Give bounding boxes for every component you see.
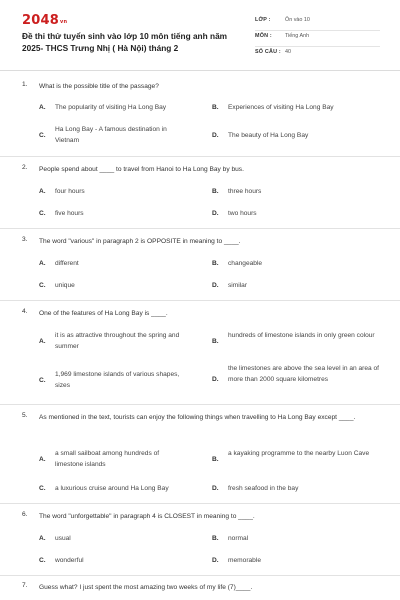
option-text: wonderful xyxy=(55,557,84,564)
option-letter: A. xyxy=(39,104,46,111)
option-letter: D. xyxy=(212,376,219,383)
question-divider xyxy=(0,156,400,157)
site-logo[interactable] xyxy=(22,13,67,28)
option-text: Experiences of visiting Ha Long Bay xyxy=(228,104,334,111)
option-text: four hours xyxy=(55,188,85,195)
option-letter: C. xyxy=(39,377,46,384)
option-text: The popularity of visiting Ha Long Bay xyxy=(55,104,167,111)
option-letter: B. xyxy=(212,535,219,542)
option-text: unique xyxy=(55,282,75,289)
meta-label: LỚP : xyxy=(255,17,271,23)
option-text: a small sailboat among hundreds of limestone islands xyxy=(55,450,160,468)
logo-suffix: vn xyxy=(59,19,68,25)
question-text: As mentioned in the text, tourists can enjoy the following things when travelling to Ha Long Bay except ____. xyxy=(39,414,356,421)
meta-row-count xyxy=(255,47,380,63)
question-text: What is the possible title of the passage? xyxy=(39,83,159,90)
option-text: normal xyxy=(228,535,249,542)
question-number: 3. xyxy=(22,236,28,243)
logo-text: 2048 xyxy=(22,13,59,28)
question-number: 1. xyxy=(22,81,28,88)
meta-value: Tiếng Anh xyxy=(285,33,310,39)
option-letter: D. xyxy=(212,485,219,492)
option-letter: A. xyxy=(39,188,46,195)
question-number: 6. xyxy=(22,511,28,518)
meta-value: 40 xyxy=(285,49,291,55)
meta-label: SỐ CÂU : xyxy=(255,49,281,55)
meta-row-class xyxy=(255,15,380,31)
question-number: 4. xyxy=(22,308,28,315)
option-letter: D. xyxy=(212,282,219,289)
option-text: the limestones are above the sea level in an area of more than 2000 square kilometres xyxy=(228,365,380,383)
question-divider xyxy=(0,575,400,576)
option-text: hundreds of limestone islands in only green colour xyxy=(228,332,375,339)
question-divider xyxy=(0,228,400,229)
option-letter: C. xyxy=(39,132,46,139)
option-text: a luxurious cruise around Ha Long Bay xyxy=(55,485,169,492)
meta-row-subject xyxy=(255,31,380,47)
option-text: Ha Long Bay - A famous destination in Vietnam xyxy=(55,126,167,144)
option-letter: A. xyxy=(39,338,46,345)
option-text: two hours xyxy=(228,210,257,217)
option-text: a kayaking programme to the nearby Luon Cave xyxy=(228,450,370,457)
exam-meta xyxy=(255,15,380,63)
meta-label: MÔN : xyxy=(255,33,272,39)
option-letter: D. xyxy=(212,557,219,564)
meta-value: Ôn vào 10 xyxy=(285,17,310,23)
page-header xyxy=(0,0,400,62)
option-text: three hours xyxy=(228,188,262,195)
option-text: The beauty of Ha Long Bay xyxy=(228,132,309,139)
question-divider xyxy=(0,404,400,405)
option-letter: B. xyxy=(212,104,219,111)
question-text: One of the features of Ha Long Bay is ____. xyxy=(39,310,168,317)
question-number: 5. xyxy=(22,412,28,419)
option-text: it is as attractive throughout the spring and summer xyxy=(55,332,180,350)
option-text: fresh seafood in the bay xyxy=(228,485,299,492)
option-letter: C. xyxy=(39,210,46,217)
option-text: changeable xyxy=(228,260,263,267)
question-text: The word "various" in paragraph 2 is OPPOSITE in meaning to ____. xyxy=(39,238,241,245)
option-text: different xyxy=(55,260,79,267)
option-text: similar xyxy=(228,282,248,289)
option-letter: B. xyxy=(212,260,219,267)
option-text: 1,969 limestone islands of various shapes, sizes xyxy=(55,371,180,389)
question-number: 2. xyxy=(22,164,28,171)
header-divider xyxy=(0,70,400,71)
option-text: memorable xyxy=(228,557,261,564)
question-text: Guess what? I just spent the most amazing two weeks of my life (7)____. xyxy=(39,584,253,591)
question-number: 7. xyxy=(22,582,28,589)
option-text: usual xyxy=(55,535,71,542)
option-letter: A. xyxy=(39,456,46,463)
option-letter: C. xyxy=(39,282,46,289)
question-divider xyxy=(0,300,400,301)
option-letter: B. xyxy=(212,188,219,195)
option-letter: C. xyxy=(39,557,46,564)
option-letter: D. xyxy=(212,210,219,217)
option-letter: A. xyxy=(39,535,46,542)
option-letter: A. xyxy=(39,260,46,267)
option-letter: B. xyxy=(212,456,219,463)
question-text: The word "unforgettable" in paragraph 4 is CLOSEST in meaning to ____. xyxy=(39,513,255,520)
option-letter: B. xyxy=(212,338,219,345)
question-divider xyxy=(0,503,400,504)
question-text: People spend about ____ to travel from Hanoi to Ha Long Bay by bus. xyxy=(39,166,244,173)
document-title: Đề thi thử tuyển sinh vào lớp 10 môn tiếng anh năm 2025- THCS Trưng Nhị ( Hà Nội) tháng 2 xyxy=(22,31,228,53)
option-letter: D. xyxy=(212,132,219,139)
option-text: five hours xyxy=(55,210,84,217)
option-letter: C. xyxy=(39,485,46,492)
